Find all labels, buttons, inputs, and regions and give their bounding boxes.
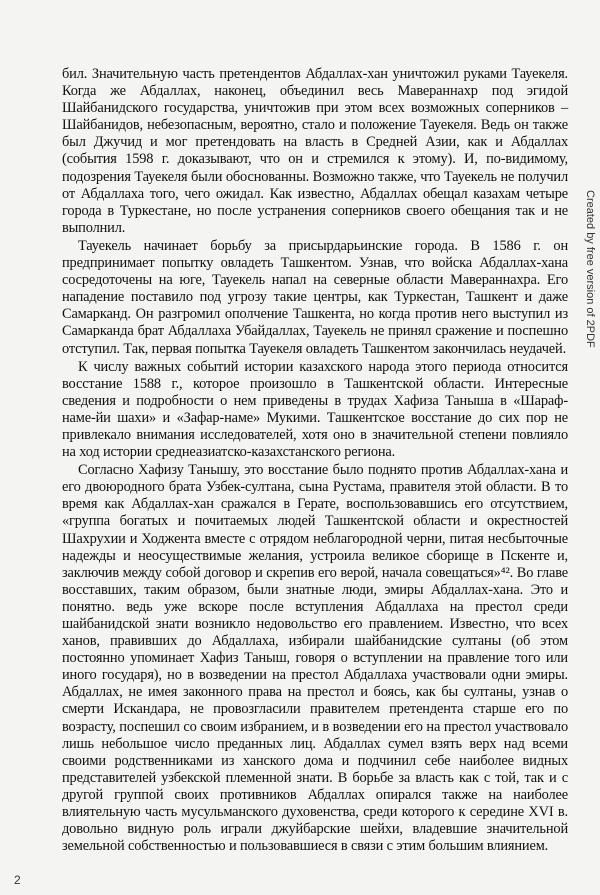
- paragraph-2: Тауекель начинает борьбу за присырдарьинские города. В 1586 г. он предпринимает попытку овладеть Ташкентом. Узнав, что войска Абдаллах-хана сосредоточены на юге, Тауекель напал на северные области Мавераннахра. Его нападение поставило под угрозу такие центры, как Туркестан, Ташкент и даже Самарканд. Он разгромил ополчение Ташкента, но когда против него выступил из Самарканда брат Абдаллаха Убайдаллах, Тауекель не принял сражение и поспешно отступил. Так, первая попытка Тауекеля овладеть Ташкентом закончилась неудачей.: [62, 237, 568, 357]
- watermark-text: Created by free version of 2PDF: [584, 190, 596, 348]
- paragraph-1: бил. Значительную часть претендентов Абдаллах-хан уничтожил руками Тауекеля. Когда же Абдаллах, наконец, объединил весь Мавераннахр под эгидой Шайбанидского государства, уничтожив при этом всех возможных соперников – Шайбанидов, небезопасным, вероятно, стало и положение Тауекеля. Ведь он также был Джучид и мог претендовать на власть в Средней Азии, как и Абдаллах (события 1598 г. доказывают, что он и стремился к этому). И, по-видимому, подозрения Тауекеля были обоснованны. Возможно также, что Тауекель не получил от Абдаллаха того, чего ожидал. Как известно, Абдаллах обещал казахам четыре города в Туркестане, но после устранения соперников своего обещания так и не выполнил.: [62, 66, 568, 236]
- paragraph-4: Согласно Хафизу Танышу, это восстание было поднято против Абдаллах-хана и его двоюродного брата Узбек-султана, сына Рустама, правителя этой области. В то время как Абдаллах-хан сражался в Герате, воспользовавшись его отсутствием, «группа богатых и почитаемых людей Ташкентской области и окрестностей Шахрухии и Ходжента вместе с отрядом неблагородной черни, питая несбыточные надежды и неосуществимые желания, устроила великое сборище в Пскенте и, заключив между собой договор и скрепив его верой, начала совещаться»⁴². Во главе восставших, таким образом, были знатные люди, эмиры Абдаллах-хана. Это и понятно. ведь уже вскоре после вступления Абдаллаха на престол среди шайбанидской знати возникло недовольство его правлением. Известно, что всех ханов, правивших до Абдаллаха, избирали шайбанидские султаны (об этом постоянно упоминает Хафиз Таныш, говоря о вступлении на правление того или иного государя), но в возведении на престол Абдаллаха участвовали одни эмиры. Абдаллах, не имея законного права на престол и боясь, как бы султаны, узнав о смерти Искандара, не провозгласили правителем претендента старше его по возрасту, поспешил со своим избранием, и в возведении его на престол участвовало лишь небольшое число преданных лиц. Абдаллах сумел взять верх над всеми своими родственниками из ханского дома и подчинил себе наиболее видных представителей узбекской племенной знати. В борьбе за власть как с той, так и с другой группой своих противников Абдаллах опирался также на наиболее влиятельную часть мусульманского духовенства, среди которого к середине XVI в. довольно видную роль играли джуйбарские шейхи, владевшие значительной земельной собственностью и пользовавшиеся в связи с этим большим влиянием.: [62, 462, 568, 855]
- document-page: [62, 66, 568, 855]
- paragraph-3: К числу важных событий истории казахского народа этого периода относится восстание 1588 г., которое произошло в Ташкентской области. Интересные сведения и подробности о нем приведены в трудах Хафиза Таныша в «Шараф-наме-йи шахи» и «Зафар-наме» Мукими. Ташкентское восстание до сих пор не привлекало внимания исследователей, хотя оно в значительной степени повлияло на ход истории среднеазиатско-казахстанского региона.: [62, 358, 568, 461]
- page-corner-mark: 2: [14, 873, 21, 887]
